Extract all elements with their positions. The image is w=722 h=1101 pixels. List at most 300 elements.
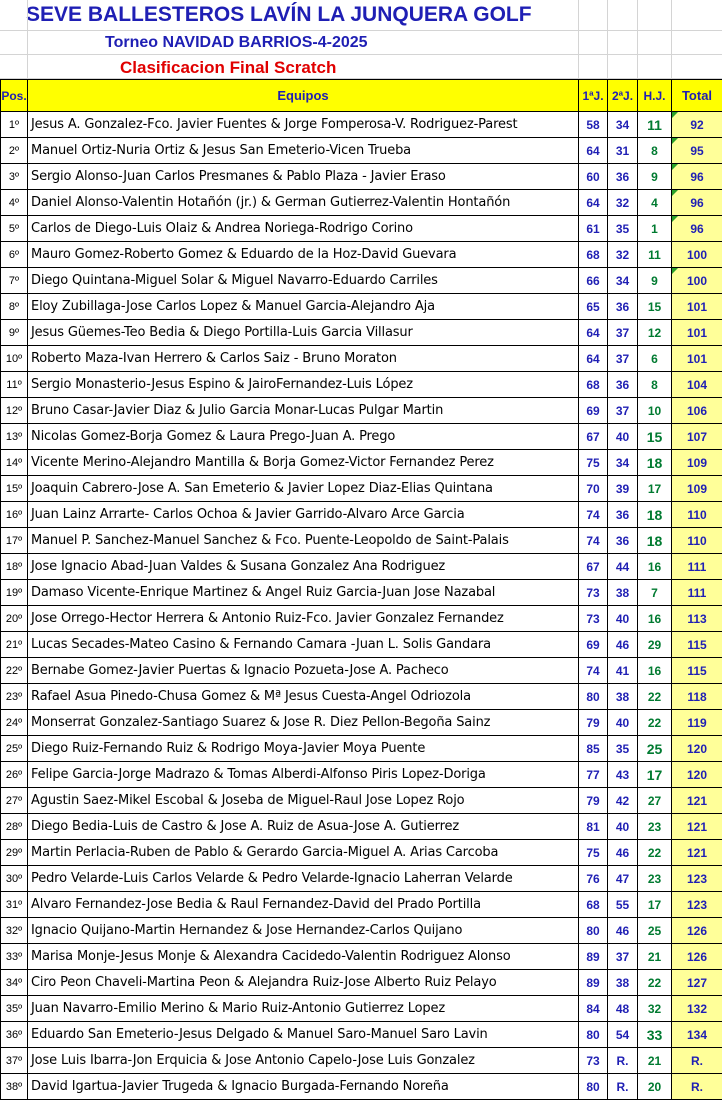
round2-cell-text: 38: [615, 689, 630, 704]
team-cell-text: Felipe Garcia-Jorge Madrazo & Tomas Alberdi-Alfonso Piris Lopez-Doriga: [31, 767, 486, 782]
round2-cell-text: 54: [615, 1027, 630, 1042]
round1-cell: [579, 164, 608, 190]
table-row: [1, 476, 722, 502]
round2-cell: [608, 294, 638, 320]
pos-cell: [1, 996, 28, 1022]
round2-cell-text: 38: [615, 585, 630, 600]
team-cell: [28, 1022, 579, 1048]
hj-cell-text: 22: [647, 975, 662, 990]
total-cell-text: 96: [690, 221, 704, 236]
corner-marker-icon: [672, 190, 678, 196]
total-cell-text: 101: [686, 351, 708, 366]
total-cell: [672, 112, 722, 138]
pos-cell-text: 16º: [5, 508, 23, 521]
table-row: [1, 1048, 722, 1074]
header-team: Equipos: [28, 80, 579, 112]
table-row: [1, 450, 722, 476]
team-cell: [28, 398, 579, 424]
pos-cell: [1, 216, 28, 242]
team-cell-text: David Igartua-Javier Trugeda & Ignacio Burgada-Fernando Noreña: [31, 1079, 449, 1094]
round1-cell-text: 81: [586, 819, 600, 834]
round2-cell-text: 32: [615, 247, 630, 262]
round1-cell-text: 64: [586, 143, 600, 158]
total-cell: [672, 814, 722, 840]
pos-cell-text: 2º: [8, 144, 20, 157]
pos-cell-text: 17º: [5, 534, 23, 547]
hj-cell: [638, 918, 672, 944]
hj-cell-text: 8: [651, 377, 658, 392]
pos-cell-text: 13º: [5, 430, 23, 443]
hj-cell-text: 23: [647, 819, 662, 834]
hj-cell: [638, 268, 672, 294]
round2-cell: [608, 268, 638, 294]
hj-cell: [638, 892, 672, 918]
table-row: [1, 164, 722, 190]
total-cell-text: 113: [687, 611, 707, 626]
pos-cell: [1, 1022, 28, 1048]
header-pos: Pos.: [1, 80, 28, 112]
round2-cell-text: 48: [615, 1001, 630, 1016]
round2-cell: [608, 476, 638, 502]
hj-cell-text: 18: [646, 506, 663, 523]
team-cell-text: Marisa Monje-Jesus Monje & Alexandra Cacidedo-Valentin Rodriguez Alonso: [31, 949, 511, 964]
hj-cell-text: 21: [647, 949, 662, 964]
round2-cell-text: R.: [616, 1079, 629, 1094]
pos-cell-text: 29º: [5, 846, 23, 859]
tournament-subtitle: Torneo NAVIDAD BARRIOS-4-2025: [105, 34, 368, 51]
header-hj: H.J.: [638, 80, 672, 112]
team-cell: [28, 164, 579, 190]
pos-cell-text: 6º: [8, 248, 20, 261]
team-cell: [28, 970, 579, 996]
pos-cell: [1, 606, 28, 632]
total-cell-text: 96: [690, 195, 704, 210]
hj-cell: [638, 372, 672, 398]
total-cell: [672, 268, 722, 294]
corner-marker-icon: [672, 216, 678, 222]
pos-cell: [1, 190, 28, 216]
hj-cell: [638, 814, 672, 840]
table-row: [1, 918, 722, 944]
round1-cell: [579, 398, 608, 424]
round2-cell-text: R.: [616, 1053, 629, 1068]
round1-cell-text: 85: [586, 741, 600, 756]
pos-cell: [1, 528, 28, 554]
hj-cell: [638, 346, 672, 372]
team-cell: [28, 762, 579, 788]
table-row: [1, 684, 722, 710]
total-cell-text: 101: [686, 299, 708, 314]
pos-cell-text: 38º: [5, 1080, 23, 1093]
table-row: [1, 710, 722, 736]
pos-cell-text: 28º: [5, 820, 23, 833]
team-cell-text: Jesus A. Gonzalez-Fco. Javier Fuentes & Jorge Fomperosa-V. Rodriguez-Parest: [31, 117, 518, 132]
total-cell: [672, 606, 722, 632]
round2-cell: [608, 398, 638, 424]
team-cell-text: Manuel Ortiz-Nuria Ortiz & Jesus San Emeterio-Vicen Trueba: [31, 143, 411, 158]
table-row: [1, 112, 722, 138]
total-cell-text: 121: [686, 845, 708, 860]
hj-cell: [638, 190, 672, 216]
team-cell-text: Martin Perlacia-Ruben de Pablo & Gerardo Garcia-Miguel A. Arias Carcoba: [31, 845, 499, 860]
hj-cell: [638, 424, 672, 450]
round2-cell-text: 37: [615, 949, 630, 964]
grid-line: [607, 0, 608, 79]
total-cell: [672, 632, 722, 658]
team-cell: [28, 840, 579, 866]
pos-cell-text: 8º: [8, 300, 20, 313]
round2-cell: [608, 190, 638, 216]
round2-cell: [608, 112, 638, 138]
round1-cell-text: 79: [586, 715, 600, 730]
total-cell-text: 96: [690, 169, 704, 184]
pos-cell: [1, 892, 28, 918]
total-cell: [672, 996, 722, 1022]
total-cell-text: 120: [686, 767, 708, 782]
round1-cell: [579, 606, 608, 632]
header-j1: 1ªJ.: [579, 80, 608, 112]
table-row: [1, 1074, 722, 1100]
hj-cell-text: 25: [646, 740, 663, 757]
team-cell-text: Ciro Peon Chaveli-Martina Peon & Alejandra Ruiz-Jose Alberto Ruiz Pelayo: [31, 975, 497, 990]
round2-cell-text: 36: [615, 299, 630, 314]
round1-cell-text: 66: [586, 273, 600, 288]
table-row: [1, 528, 722, 554]
total-cell: [672, 892, 722, 918]
team-cell-text: Sergio Monasterio-Jesus Espino & JairoFernandez-Luis López: [31, 377, 413, 392]
team-cell: [28, 242, 579, 268]
team-cell-text: Daniel Alonso-Valentin Hotañón (jr.) & German Gutierrez-Valentin Hontañón: [31, 195, 511, 210]
total-cell-text: 120: [686, 741, 708, 756]
pos-cell: [1, 1074, 28, 1100]
team-cell-text: Roberto Maza-Ivan Herrero & Carlos Saiz - Bruno Moraton: [31, 351, 397, 366]
pos-cell-text: 35º: [5, 1002, 23, 1015]
round1-cell-text: 89: [586, 949, 600, 964]
round1-cell: [579, 710, 608, 736]
total-cell: [672, 216, 722, 242]
total-cell: [672, 528, 722, 554]
hj-cell-text: 29: [647, 637, 662, 652]
round2-cell: [608, 424, 638, 450]
pos-cell: [1, 554, 28, 580]
total-cell-text: 106: [686, 403, 708, 418]
round2-cell: [608, 164, 638, 190]
total-cell-text: 121: [686, 819, 708, 834]
round1-cell: [579, 658, 608, 684]
total-cell: [672, 1048, 722, 1074]
pos-cell-text: 30º: [5, 872, 23, 885]
team-cell: [28, 684, 579, 710]
round2-cell: [608, 346, 638, 372]
round1-cell: [579, 320, 608, 346]
round1-cell: [579, 580, 608, 606]
round2-cell-text: 32: [615, 195, 630, 210]
round1-cell-text: 69: [586, 637, 600, 652]
table-row: [1, 736, 722, 762]
round2-cell: [608, 970, 638, 996]
table-row: [1, 866, 722, 892]
round2-cell-text: 36: [615, 533, 630, 548]
round2-cell-text: 34: [615, 455, 630, 470]
team-cell-text: Eduardo San Emeterio-Jesus Delgado & Manuel Saro-Manuel Saro Lavin: [31, 1027, 488, 1042]
team-cell: [28, 944, 579, 970]
pos-cell: [1, 320, 28, 346]
pos-cell-text: 5º: [8, 222, 20, 235]
total-cell: [672, 502, 722, 528]
pos-cell: [1, 112, 28, 138]
team-cell-text: Rafael Asua Pinedo-Chusa Gomez & Mª Jesus Cuesta-Angel Odriozola: [31, 689, 471, 704]
hj-cell: [638, 762, 672, 788]
hj-cell: [638, 242, 672, 268]
round2-cell-text: 36: [615, 507, 630, 522]
pos-cell-text: 23º: [5, 690, 23, 703]
round1-cell-text: 80: [586, 1027, 600, 1042]
pos-cell: [1, 268, 28, 294]
hj-cell: [638, 1074, 672, 1100]
table-row: [1, 138, 722, 164]
hj-cell: [638, 476, 672, 502]
round1-cell: [579, 372, 608, 398]
subtitle-row: [0, 31, 722, 55]
pos-cell: [1, 658, 28, 684]
round2-cell: [608, 788, 638, 814]
round1-cell: [579, 970, 608, 996]
total-cell: [672, 554, 722, 580]
round1-cell: [579, 554, 608, 580]
table-row: [1, 398, 722, 424]
pos-cell-text: 26º: [5, 768, 23, 781]
pos-cell-text: 27º: [5, 794, 23, 807]
round2-cell-text: 46: [615, 845, 630, 860]
table-row: [1, 294, 722, 320]
round1-cell: [579, 840, 608, 866]
hj-cell-text: 11: [648, 247, 661, 262]
round1-cell: [579, 918, 608, 944]
team-cell-text: Diego Ruiz-Fernando Ruiz & Rodrigo Moya-Javier Moya Puente: [31, 741, 426, 756]
round2-cell: [608, 502, 638, 528]
round2-cell: [608, 320, 638, 346]
round2-cell-text: 36: [615, 169, 630, 184]
round2-cell: [608, 606, 638, 632]
round2-cell: [608, 762, 638, 788]
round1-cell-text: 74: [586, 533, 600, 548]
table-row: [1, 944, 722, 970]
team-cell: [28, 1048, 579, 1074]
round1-cell-text: 68: [586, 247, 600, 262]
round1-cell: [579, 112, 608, 138]
pos-cell-text: 21º: [5, 638, 23, 651]
round1-cell: [579, 1074, 608, 1100]
round1-cell: [579, 346, 608, 372]
hj-cell: [638, 294, 672, 320]
pos-cell-text: 3º: [8, 170, 20, 183]
team-cell-text: Jose Luis Ibarra-Jon Erquicia & Jose Antonio Capelo-Jose Luis Gonzalez: [31, 1053, 475, 1068]
round2-cell-text: 34: [615, 117, 630, 132]
total-cell: [672, 710, 722, 736]
hj-cell: [638, 970, 672, 996]
hj-cell: [638, 216, 672, 242]
total-cell: [672, 242, 722, 268]
total-cell: [672, 736, 722, 762]
round2-cell: [608, 554, 638, 580]
round1-cell-text: 80: [586, 1079, 600, 1094]
round2-cell: [608, 892, 638, 918]
hj-cell: [638, 320, 672, 346]
pos-cell: [1, 476, 28, 502]
pos-cell-text: 1º: [8, 118, 20, 131]
round1-cell: [579, 242, 608, 268]
pos-cell-text: 31º: [5, 898, 23, 911]
round1-cell-text: 60: [586, 169, 600, 184]
total-cell: [672, 1074, 722, 1100]
pos-cell: [1, 294, 28, 320]
round2-cell-text: 31: [615, 143, 630, 158]
round1-cell-text: 64: [586, 325, 600, 340]
round2-cell: [608, 1048, 638, 1074]
total-cell: [672, 1022, 722, 1048]
hj-cell-text: 11: [647, 116, 662, 133]
team-cell-text: Nicolas Gomez-Borja Gomez & Laura Prego-Juan A. Prego: [31, 429, 396, 444]
round2-cell-text: 46: [615, 923, 630, 938]
pos-cell-text: 36º: [5, 1028, 23, 1041]
round1-cell: [579, 476, 608, 502]
total-cell: [672, 658, 722, 684]
round1-cell: [579, 138, 608, 164]
hj-cell: [638, 138, 672, 164]
pos-cell: [1, 242, 28, 268]
round2-cell: [608, 242, 638, 268]
team-cell: [28, 450, 579, 476]
round1-cell-text: 58: [586, 117, 600, 132]
round2-cell: [608, 138, 638, 164]
pos-cell: [1, 580, 28, 606]
total-cell-text: 118: [687, 689, 707, 704]
round1-cell: [579, 450, 608, 476]
results-table: [0, 79, 722, 1100]
hj-cell: [638, 996, 672, 1022]
round2-cell: [608, 580, 638, 606]
round2-cell: [608, 658, 638, 684]
pos-cell: [1, 840, 28, 866]
grid-line: [637, 0, 638, 79]
pos-cell: [1, 1048, 28, 1074]
hj-cell-text: 23: [647, 871, 662, 886]
hj-cell: [638, 710, 672, 736]
table-row: [1, 970, 722, 996]
classification-title: Clasificacion Final Scratch: [120, 58, 337, 77]
total-cell: [672, 580, 722, 606]
team-cell: [28, 424, 579, 450]
team-cell: [28, 918, 579, 944]
round2-cell: [608, 216, 638, 242]
total-cell-text: 100: [686, 273, 708, 288]
team-cell-text: Diego Bedia-Luis de Castro & Jose A. Ruiz de Asua-Jose A. Gutierrez: [31, 819, 460, 834]
round2-cell-text: 41: [615, 663, 630, 678]
hj-cell-text: 4: [651, 195, 658, 210]
round1-cell: [579, 762, 608, 788]
round1-cell: [579, 736, 608, 762]
hj-cell-text: 6: [651, 351, 658, 366]
hj-cell-text: 20: [647, 1079, 662, 1094]
round2-cell: [608, 684, 638, 710]
pos-cell: [1, 164, 28, 190]
pos-cell: [1, 424, 28, 450]
team-cell: [28, 788, 579, 814]
round1-cell: [579, 528, 608, 554]
round1-cell-text: 67: [586, 559, 600, 574]
hj-cell: [638, 450, 672, 476]
page-title: SEVE BALLESTEROS LAVÍN LA JUNQUERA GOLF: [26, 3, 532, 26]
round1-cell-text: 67: [586, 429, 600, 444]
hj-cell: [638, 1022, 672, 1048]
team-cell: [28, 710, 579, 736]
total-cell-text: 104: [686, 377, 708, 392]
team-cell: [28, 372, 579, 398]
round2-cell-text: 38: [615, 975, 630, 990]
total-cell-text: 111: [687, 559, 707, 574]
round1-cell-text: 89: [586, 975, 600, 990]
round1-cell-text: 65: [586, 299, 600, 314]
title-row: [0, 0, 722, 31]
total-cell: [672, 970, 722, 996]
team-cell: [28, 112, 579, 138]
round2-cell-text: 55: [615, 897, 630, 912]
round1-cell: [579, 294, 608, 320]
round2-cell: [608, 736, 638, 762]
round1-cell-text: 80: [586, 923, 600, 938]
total-cell: [672, 424, 722, 450]
total-cell: [672, 684, 722, 710]
hj-cell-text: 16: [647, 663, 662, 678]
team-cell: [28, 346, 579, 372]
total-cell-text: 127: [686, 975, 708, 990]
pos-cell-text: 18º: [5, 560, 23, 573]
hj-cell-text: 8: [651, 143, 658, 158]
total-cell-text: R.: [691, 1079, 703, 1094]
team-cell: [28, 190, 579, 216]
round1-cell-text: 74: [586, 507, 600, 522]
grid-line: [27, 0, 28, 79]
pos-cell-text: 15º: [5, 482, 23, 495]
round2-cell-text: 37: [615, 403, 630, 418]
round2-cell: [608, 710, 638, 736]
round2-cell-text: 36: [615, 377, 630, 392]
team-cell-text: Bernabe Gomez-Javier Puertas & Ignacio Pozueta-Jose A. Pacheco: [31, 663, 449, 678]
corner-marker-icon: [672, 138, 678, 144]
table-row: [1, 1022, 722, 1048]
team-cell: [28, 996, 579, 1022]
team-cell-text: Vicente Merino-Alejandro Mantilla & Borja Gomez-Victor Fernandez Perez: [31, 455, 494, 470]
pos-cell: [1, 814, 28, 840]
round1-cell: [579, 1022, 608, 1048]
pos-cell-text: 11º: [6, 378, 22, 391]
round1-cell: [579, 502, 608, 528]
total-cell: [672, 762, 722, 788]
total-cell: [672, 918, 722, 944]
total-cell-text: 126: [686, 923, 708, 938]
table-row: [1, 502, 722, 528]
round1-cell-text: 73: [586, 1053, 600, 1068]
header-j2: 2ªJ.: [608, 80, 638, 112]
round2-cell: [608, 918, 638, 944]
total-cell: [672, 138, 722, 164]
round2-cell-text: 40: [615, 715, 630, 730]
round2-cell-text: 34: [615, 273, 630, 288]
table-row: [1, 762, 722, 788]
round1-cell: [579, 944, 608, 970]
round2-cell-text: 46: [615, 637, 630, 652]
total-cell-text: R.: [691, 1053, 703, 1068]
